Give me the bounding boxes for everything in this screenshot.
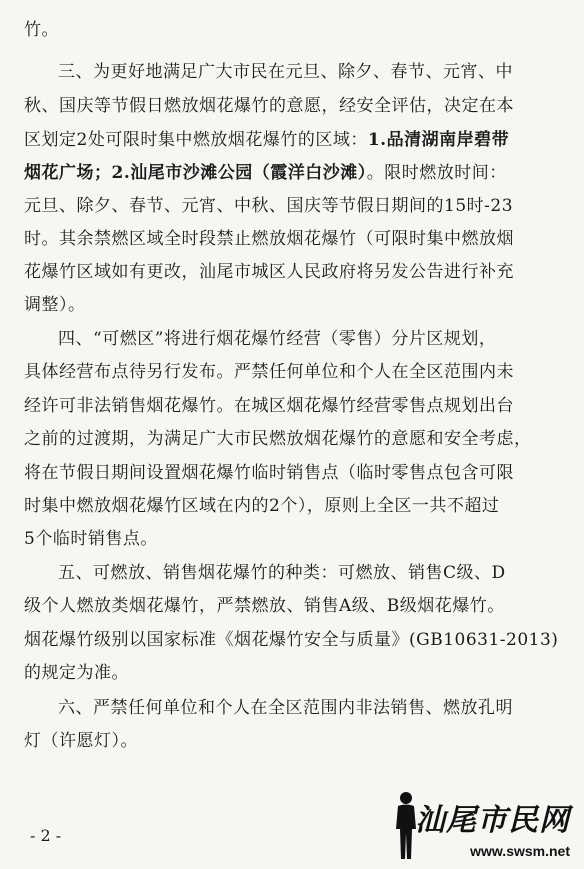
paragraph-4-line-5: 将在节假日期间设置烟花爆竹临时销售点（临时零售点包含可限 <box>24 463 514 483</box>
watermark-url: www.swsm.net <box>470 843 570 859</box>
paragraph-5-line-1: 五、可燃放、销售烟花爆竹的种类：可燃放、销售C级、D <box>58 563 506 583</box>
watermark-site-name: 汕尾市民网 <box>415 803 570 838</box>
paragraph-4-line-1: 四、“可燃区”将进行烟花爆竹经营（零售）分片区规划， <box>58 329 497 349</box>
text-line: 竹。 <box>24 20 59 40</box>
paragraph-3-line-2: 秋、国庆等节假日燃放烟花爆竹的意愿，经安全评估，决定在本 <box>24 96 514 116</box>
paragraph-5-line-4: 的规定为准。 <box>24 663 129 683</box>
text-span: 区划定2处可限时集中燃放烟花爆竹的区域： <box>24 130 368 150</box>
bold-location-1: 1.品清湖南岸碧带 <box>367 130 510 150</box>
paragraph-4-line-4: 之前的过渡期，为满足广大市民燃放烟花爆竹的意愿和安全考虑， <box>24 429 532 449</box>
site-watermark <box>386 789 576 861</box>
paragraph-3-line-8: 调整）。 <box>24 295 86 315</box>
paragraph-4-line-3: 经许可非法销售烟花爆竹。在城区烟花爆竹经营零售点规划出台 <box>24 396 514 416</box>
paragraph-6-line-2: 灯（许愿灯）。 <box>24 731 138 751</box>
paragraph-3-line-3 <box>24 128 560 152</box>
paragraph-6-line-1: 六、严禁任何单位和个人在全区范围内非法销售、燃放孔明 <box>58 698 513 718</box>
paragraph-3-line-6: 时。其余禁燃区域全时段禁止燃放烟花爆竹（可限时集中燃放烟 <box>24 229 514 249</box>
paragraph-4-line-2: 具体经营布点待另行发布。严禁任何单位和个人在全区范围内未 <box>24 362 514 382</box>
page-number: - 2 - <box>30 826 62 845</box>
paragraph-4-line-7: 5个临时销售点。 <box>24 529 158 549</box>
paragraph-5-line-3: 烟花爆竹级别以国家标准《烟花爆竹安全与质量》(GB10631-2013) <box>24 630 559 650</box>
paragraph-4-line-6: 时集中燃放烟花爆竹区域在内的2个），原则上全区一共不超过 <box>24 496 500 516</box>
paragraph-3-line-1: 三、为更好地满足广大市民在元旦、除夕、春节、元宵、中 <box>58 62 513 82</box>
paragraph-5-line-2: 级个人燃放类烟花爆竹，严禁燃放、销售A级、B级烟花爆竹。 <box>24 596 505 616</box>
paragraph-3-line-5: 元旦、除夕、春节、元宵、中秋、国庆等节假日期间的15时-23 <box>24 196 514 216</box>
text-span: 。限时燃放时间： <box>366 163 507 183</box>
paragraph-3-line-7: 花爆竹区域如有更改，汕尾市城区人民政府将另发公告进行补充 <box>24 262 514 282</box>
paragraph-3-line-4 <box>24 161 560 185</box>
bold-location-2: 烟花广场；2.汕尾市沙滩公园（霞洋白沙滩） <box>24 163 367 183</box>
